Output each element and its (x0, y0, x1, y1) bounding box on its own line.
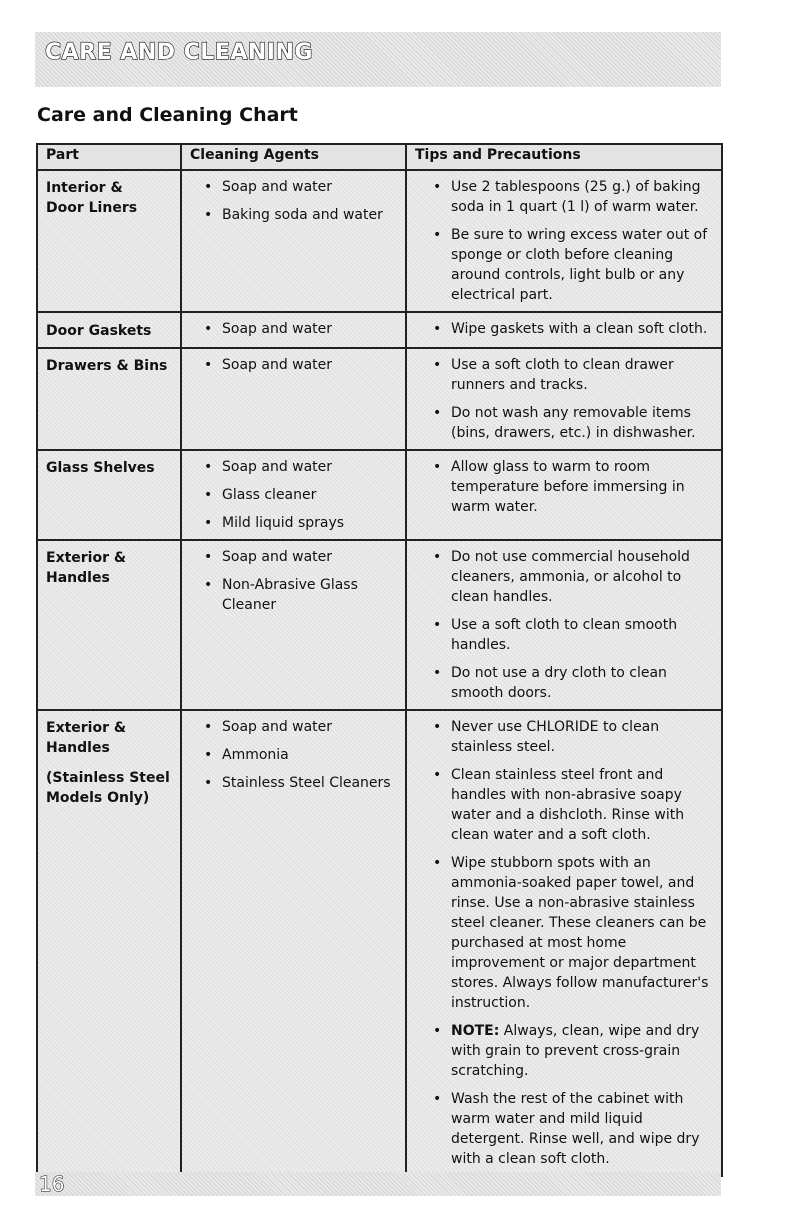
part-line: Interior & (46, 180, 123, 196)
agent-text: Stainless Steel Cleaners (222, 775, 391, 791)
tip-text: Use a soft cloth to clean smooth handles. (451, 617, 678, 653)
bullet-icon: • (204, 321, 213, 337)
tip-text: Allow glass to warm to room temperature before immersing in warm water. (451, 459, 685, 515)
bullet-icon: • (433, 227, 442, 243)
agent-text: Baking soda and water (222, 207, 383, 223)
list-item (188, 717, 399, 737)
table-row (37, 170, 722, 312)
list-item (413, 355, 715, 395)
bullet-icon: • (204, 357, 213, 373)
list-item (413, 717, 715, 757)
agent-text: Soap and water (222, 321, 333, 337)
bullet-icon: • (433, 179, 442, 195)
list-item (188, 485, 399, 505)
list-item (188, 575, 399, 615)
tips-cell (406, 312, 722, 348)
agent-text: Ammonia (222, 747, 289, 763)
agent-text: Non-Abrasive Glass Cleaner (222, 577, 358, 613)
list-item (413, 663, 715, 703)
table-header-row (37, 144, 722, 170)
column-header-cleaning-agents: Cleaning Agents (181, 144, 406, 170)
bullet-icon: • (204, 549, 213, 565)
table-row (37, 348, 722, 450)
part-line: Glass Shelves (46, 460, 155, 476)
list-item (188, 773, 399, 793)
bullet-icon: • (433, 1091, 442, 1107)
list-item (413, 615, 715, 655)
tip-text: Use a soft cloth to clean drawer runners and tracks. (451, 357, 674, 393)
tip-text: Wash the rest of the cabinet with warm water and mild liquid detergent. Rinse well, and wipe dry with a clean soft cloth. (451, 1091, 700, 1167)
part-line: (Stainless Steel (46, 770, 170, 786)
agent-text: Mild liquid sprays (222, 515, 345, 531)
list-item (188, 547, 399, 567)
bullet-icon: • (433, 405, 442, 421)
bullet-icon: • (433, 357, 442, 373)
agent-text: Soap and water (222, 357, 333, 373)
page-footer-band (35, 1172, 721, 1196)
list-item (413, 319, 715, 339)
agents-cell (181, 710, 406, 1176)
tips-cell (406, 170, 722, 312)
chart-title: Care and Cleaning Chart (37, 104, 298, 126)
bullet-icon: • (433, 855, 442, 871)
tips-cell (406, 540, 722, 710)
bullet-icon: • (204, 577, 213, 593)
part-line: Models Only) (46, 790, 150, 806)
part-line: Door Gaskets (46, 323, 152, 339)
tip-text: Wipe stubborn spots with an ammonia-soaked paper towel, and rinse. Use a non-abrasive stainless steel cleaner. These cleaners can be purchased at most home improvement or major department stores. Always follow manufacturer's instruction. (451, 855, 709, 1011)
list-item (413, 225, 715, 305)
tips-cell (406, 348, 722, 450)
bullet-icon: • (433, 1023, 442, 1039)
list-item (413, 547, 715, 607)
part-line: Exterior & (46, 720, 127, 736)
part-cell (37, 312, 181, 348)
agents-cell (181, 312, 406, 348)
list-item (413, 177, 715, 217)
bullet-icon: • (433, 665, 442, 681)
care-cleaning-table (36, 143, 723, 1177)
bullet-icon: • (433, 549, 442, 565)
list-item (188, 205, 399, 225)
table-row (37, 312, 722, 348)
note-item (413, 1021, 715, 1081)
agent-text: Soap and water (222, 549, 333, 565)
part-cell (37, 540, 181, 710)
part-cell (37, 348, 181, 450)
tip-text: Use 2 tablespoons (25 g.) of baking soda in 1 quart (1 l) of warm water. (451, 179, 701, 215)
list-item (188, 745, 399, 765)
part-cell (37, 710, 181, 1176)
list-item (188, 513, 399, 533)
part-line: Handles (46, 570, 110, 586)
column-header-part: Part (37, 144, 181, 170)
list-item (413, 765, 715, 845)
part-line: Handles (46, 740, 110, 756)
agents-cell (181, 450, 406, 540)
part-line: Drawers & Bins (46, 358, 168, 374)
table-row (37, 540, 722, 710)
bullet-icon: • (204, 487, 213, 503)
bullet-icon: • (433, 719, 442, 735)
agent-text: Glass cleaner (222, 487, 317, 503)
part-line: Door Liners (46, 200, 138, 216)
list-item (413, 1089, 715, 1169)
list-item (413, 403, 715, 443)
tip-text: Do not use commercial household cleaners, ammonia, or alcohol to clean handles. (451, 549, 690, 605)
tip-text: Do not use a dry cloth to clean smooth doors. (451, 665, 667, 701)
section-title: CARE AND CLEANING (45, 40, 313, 65)
bullet-icon: • (204, 207, 213, 223)
bullet-icon: • (204, 747, 213, 763)
bullet-icon: • (433, 321, 442, 337)
bullet-icon: • (204, 515, 213, 531)
list-item (188, 177, 399, 197)
bullet-icon: • (433, 767, 442, 783)
note-label: NOTE: (451, 1023, 500, 1039)
tip-text: Wipe gaskets with a clean soft cloth. (451, 321, 708, 337)
list-item (413, 457, 715, 517)
tip-text: Clean stainless steel front and handles with non-abrasive soapy water and a dishcloth. Rinse with clean water and a soft cloth. (451, 767, 685, 843)
tip-text: Never use CHLORIDE to clean stainless steel. (451, 719, 660, 755)
bullet-icon: • (204, 719, 213, 735)
agents-cell (181, 348, 406, 450)
bullet-icon: • (204, 179, 213, 195)
part-line: Exterior & (46, 550, 127, 566)
table-row (37, 450, 722, 540)
note-text: Always, clean, wipe and dry with grain to prevent cross-grain scratching. (451, 1023, 700, 1079)
list-item (188, 319, 399, 339)
section-header-band (35, 32, 721, 87)
page-number: 16 (39, 1172, 65, 1196)
agent-text: Soap and water (222, 459, 333, 475)
bullet-icon: • (433, 459, 442, 475)
list-item (188, 355, 399, 375)
tips-cell (406, 450, 722, 540)
tips-cell (406, 710, 722, 1176)
list-item (188, 457, 399, 477)
agents-cell (181, 540, 406, 710)
tip-text: Be sure to wring excess water out of sponge or cloth before cleaning around controls, light bulb or any electrical part. (451, 227, 708, 303)
agents-cell (181, 170, 406, 312)
part-cell (37, 450, 181, 540)
bullet-icon: • (204, 775, 213, 791)
bullet-icon: • (204, 459, 213, 475)
part-cell (37, 170, 181, 312)
column-header-tips: Tips and Precautions (406, 144, 722, 170)
agent-text: Soap and water (222, 179, 333, 195)
bullet-icon: • (433, 617, 442, 633)
table-row (37, 710, 722, 1176)
list-item (413, 853, 715, 1013)
tip-text: Do not wash any removable items (bins, drawers, etc.) in dishwasher. (451, 405, 696, 441)
agent-text: Soap and water (222, 719, 333, 735)
